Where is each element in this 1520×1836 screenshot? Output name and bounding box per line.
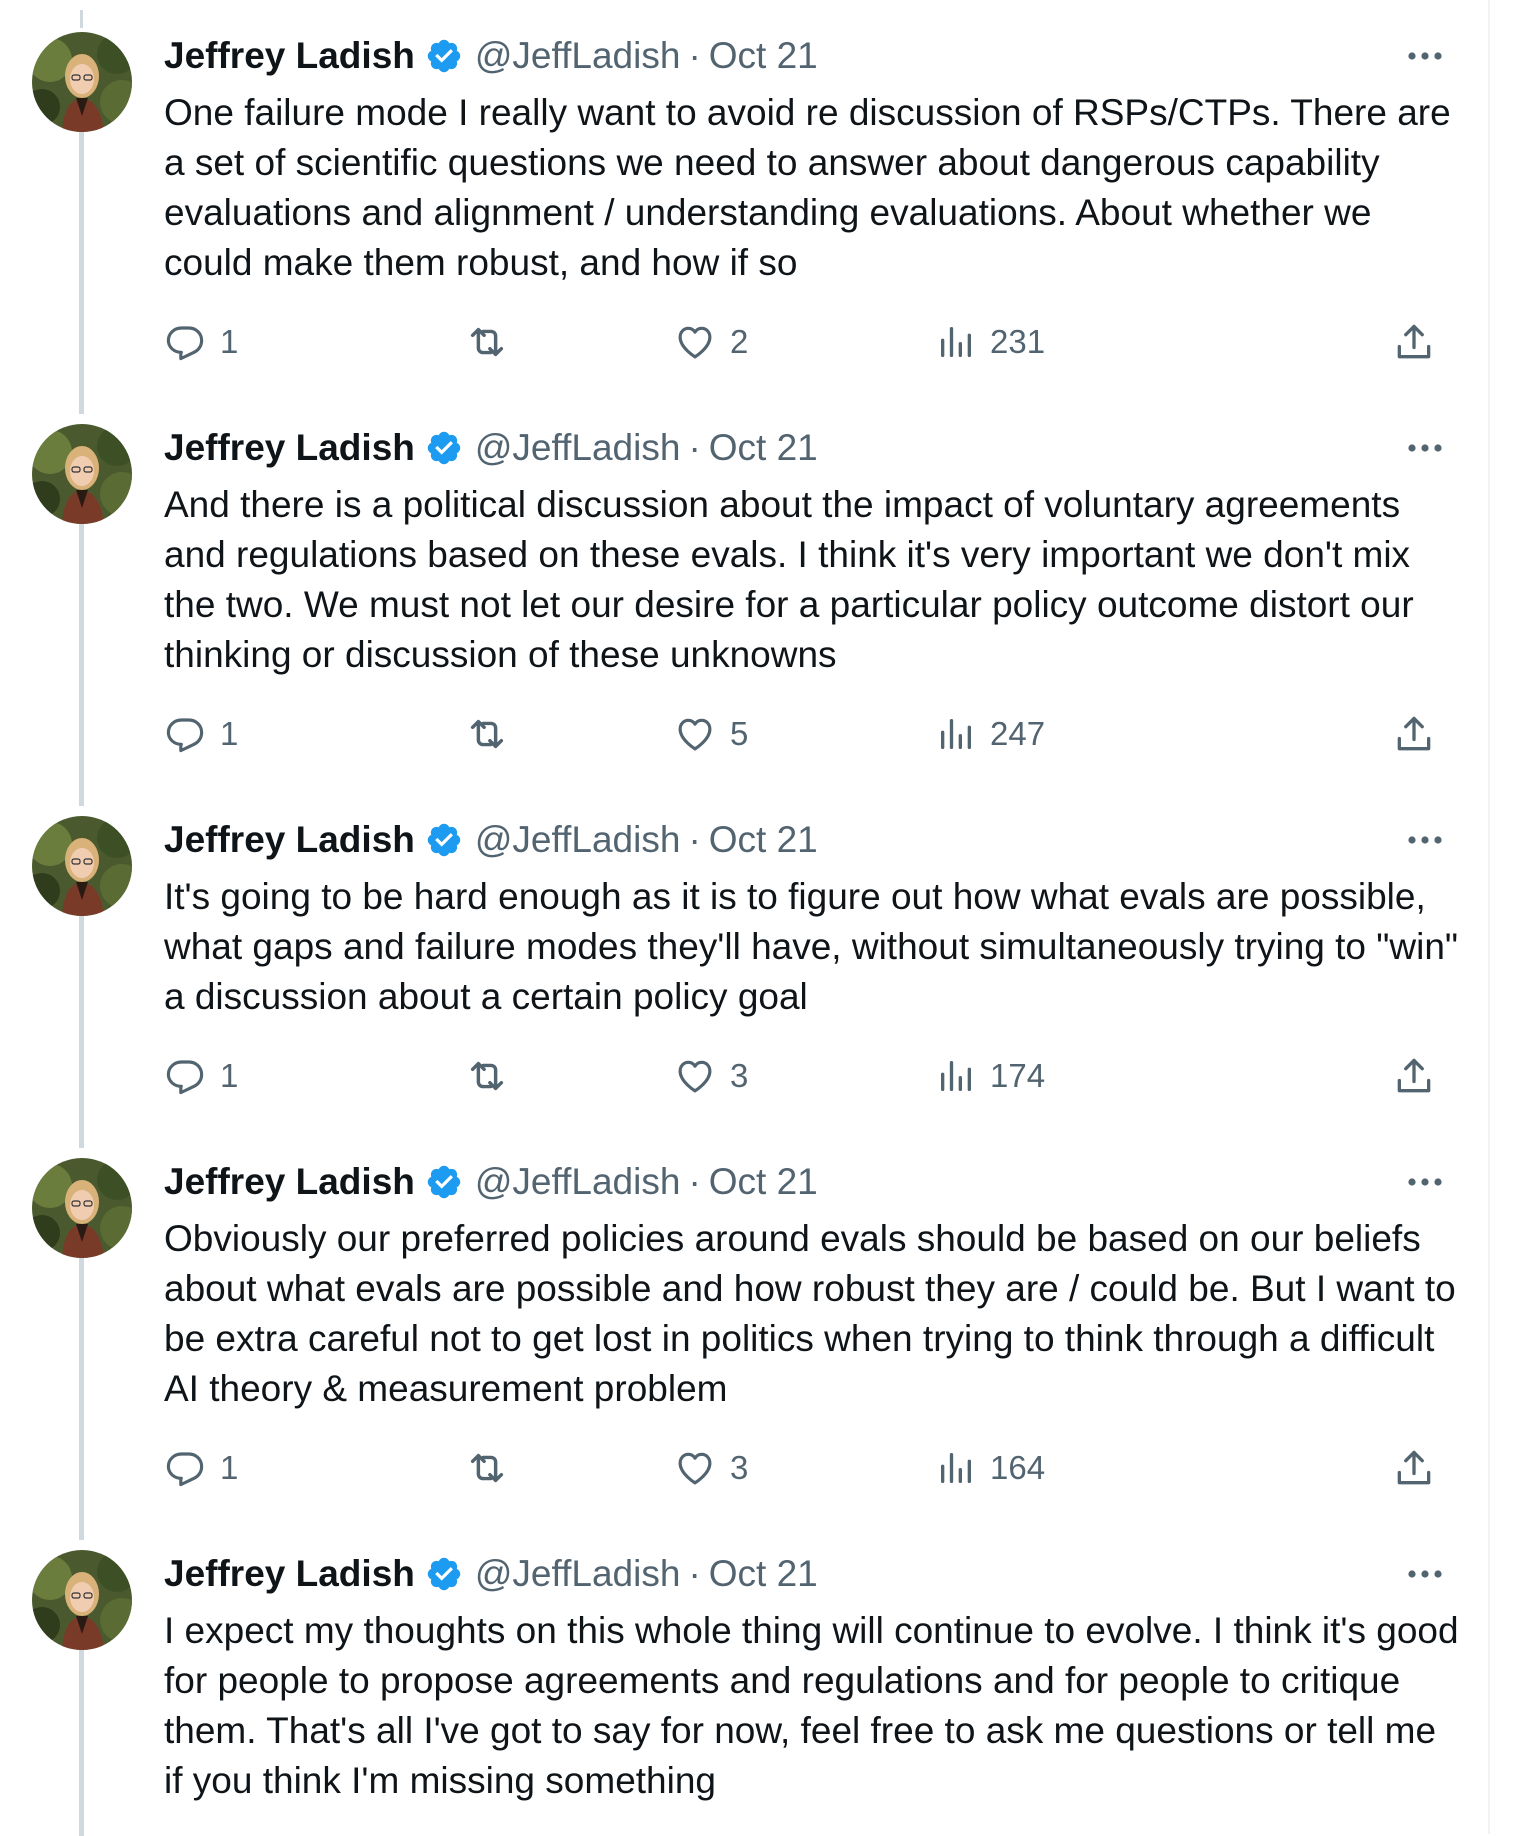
like-icon [674, 1055, 716, 1097]
repost-button[interactable] [464, 1051, 524, 1101]
share-icon [1392, 320, 1436, 364]
tweet-actions [164, 1051, 1464, 1101]
reply-icon [164, 1447, 206, 1489]
tweet-date[interactable]: Oct 21 [708, 1553, 818, 1594]
author-name[interactable]: Jeffrey Ladish [164, 1161, 415, 1202]
separator-dot: · [688, 1553, 701, 1594]
like-icon [674, 713, 716, 755]
views-button[interactable] [936, 317, 1045, 367]
separator-dot: · [688, 35, 701, 76]
tweet-header [164, 815, 818, 865]
thread-line [79, 912, 84, 1148]
author-handle[interactable]: @JeffLadish [474, 35, 681, 76]
reply-button[interactable] [164, 1051, 238, 1101]
repost-icon [464, 319, 510, 365]
like-count: 2 [730, 323, 749, 360]
views-button[interactable] [936, 709, 1045, 759]
tweet-text: It's going to be hard enough as it is to figure out how what evals are possible, what gaps and failure modes they'll have, without simultaneously trying to "win" a discussion about a certain policy goal [164, 876, 1459, 1017]
like-button[interactable] [674, 709, 748, 759]
like-icon [674, 1447, 716, 1489]
tweet-text: And there is a political discussion about the impact of voluntary agreements and regulations based on these evals. I think it's very important we don't mix the two. We must not let our desire for a particular policy outcome distort our thinking or discussion of these unknowns [164, 484, 1414, 675]
avatar-photo [32, 32, 132, 132]
timeline-border [1488, 0, 1490, 1834]
avatar-photo [32, 816, 132, 916]
views-count: 164 [990, 1449, 1046, 1486]
tweet-header [164, 31, 818, 81]
tweet-actions [164, 317, 1464, 367]
avatar[interactable] [32, 1158, 132, 1258]
author-name[interactable]: Jeffrey Ladish [164, 819, 415, 860]
share-button[interactable] [1392, 1443, 1436, 1493]
verified-badge-icon[interactable] [425, 1163, 463, 1201]
repost-button[interactable] [464, 709, 524, 759]
views-button[interactable] [936, 1051, 1045, 1101]
author-handle[interactable]: @JeffLadish [474, 1553, 681, 1594]
reply-count: 1 [220, 1057, 239, 1094]
tweet-text: One failure mode I really want to avoid re discussion of RSPs/CTPs. There are a set of scientific questions we need to answer about dangerous capability evaluations and alignment / understanding evaluations. About whether we could make them robust, and how if so [164, 92, 1451, 283]
author-handle[interactable]: @JeffLadish [474, 1161, 681, 1202]
avatar[interactable] [32, 424, 132, 524]
repost-button[interactable] [464, 317, 524, 367]
tweet-header [164, 1549, 818, 1599]
author-handle[interactable]: @JeffLadish [474, 819, 681, 860]
repost-icon [464, 1445, 510, 1491]
avatar-photo [32, 1158, 132, 1258]
views-icon [936, 322, 976, 362]
reply-icon [164, 713, 206, 755]
thread-line [79, 520, 84, 806]
like-count: 5 [730, 715, 749, 752]
verified-badge-icon[interactable] [425, 37, 463, 75]
thread-line [79, 1254, 84, 1540]
more-options-icon[interactable] [1400, 820, 1450, 860]
author-name[interactable]: Jeffrey Ladish [164, 35, 415, 76]
tweet-header [164, 423, 818, 473]
like-count: 3 [730, 1057, 749, 1094]
views-icon [936, 1056, 976, 1096]
separator-dot: · [688, 427, 701, 468]
verified-badge-icon[interactable] [425, 1555, 463, 1593]
share-icon [1392, 712, 1436, 756]
tweet-date[interactable]: Oct 21 [708, 1161, 818, 1202]
views-button[interactable] [936, 1443, 1045, 1493]
reply-count: 1 [220, 1449, 239, 1486]
verified-badge-icon[interactable] [425, 429, 463, 467]
verified-badge-icon[interactable] [425, 821, 463, 859]
views-icon [936, 1448, 976, 1488]
more-options-icon[interactable] [1400, 1554, 1450, 1594]
tweet-date[interactable]: Oct 21 [708, 35, 818, 76]
reply-count: 1 [220, 323, 239, 360]
avatar-photo [32, 424, 132, 524]
tweet-text: Obviously our preferred policies around evals should be based on our beliefs about what evals are possible and how robust they are / could be. But I want to be extra careful not to get lost in politics when trying to think through a difficult AI theory & measurement problem [164, 1218, 1456, 1409]
repost-icon [464, 1053, 510, 1099]
like-button[interactable] [674, 317, 748, 367]
thread-line [79, 1646, 84, 1836]
reply-button[interactable] [164, 317, 238, 367]
thread-line [79, 128, 84, 414]
author-handle[interactable]: @JeffLadish [474, 427, 681, 468]
tweet-text: I expect my thoughts on this whole thing will continue to evolve. I think it's good for people to propose agreements and regulations and for people to critique them. That's all I've got to say for now, feel free to ask me questions or tell me if you think I'm missing something [164, 1610, 1459, 1801]
like-count: 3 [730, 1449, 749, 1486]
reply-button[interactable] [164, 709, 238, 759]
views-count: 247 [990, 715, 1046, 752]
more-options-icon[interactable] [1400, 428, 1450, 468]
share-button[interactable] [1392, 1051, 1436, 1101]
reply-count: 1 [220, 715, 239, 752]
reply-icon [164, 1055, 206, 1097]
avatar[interactable] [32, 32, 132, 132]
share-button[interactable] [1392, 317, 1436, 367]
avatar[interactable] [32, 816, 132, 916]
tweet-actions [164, 709, 1464, 759]
thread-line-top [80, 10, 83, 28]
like-icon [674, 321, 716, 363]
tweet-header [164, 1157, 818, 1207]
tweet-date[interactable]: Oct 21 [708, 427, 818, 468]
share-icon [1392, 1446, 1436, 1490]
separator-dot: · [688, 819, 701, 860]
views-count: 231 [990, 323, 1046, 360]
author-name[interactable]: Jeffrey Ladish [164, 427, 415, 468]
like-button[interactable] [674, 1443, 748, 1493]
share-button[interactable] [1392, 709, 1436, 759]
repost-button[interactable] [464, 1443, 524, 1493]
avatar-photo [32, 1550, 132, 1650]
more-options-icon[interactable] [1400, 1162, 1450, 1202]
tweet-actions [164, 1443, 1464, 1493]
separator-dot: · [688, 1161, 701, 1202]
like-button[interactable] [674, 1051, 748, 1101]
tweet-date[interactable]: Oct 21 [708, 819, 818, 860]
views-icon [936, 714, 976, 754]
share-icon [1392, 1054, 1436, 1098]
more-options-icon[interactable] [1400, 36, 1450, 76]
views-count: 174 [990, 1057, 1046, 1094]
avatar[interactable] [32, 1550, 132, 1650]
reply-button[interactable] [164, 1443, 238, 1493]
repost-icon [464, 711, 510, 757]
author-name[interactable]: Jeffrey Ladish [164, 1553, 415, 1594]
reply-icon [164, 321, 206, 363]
